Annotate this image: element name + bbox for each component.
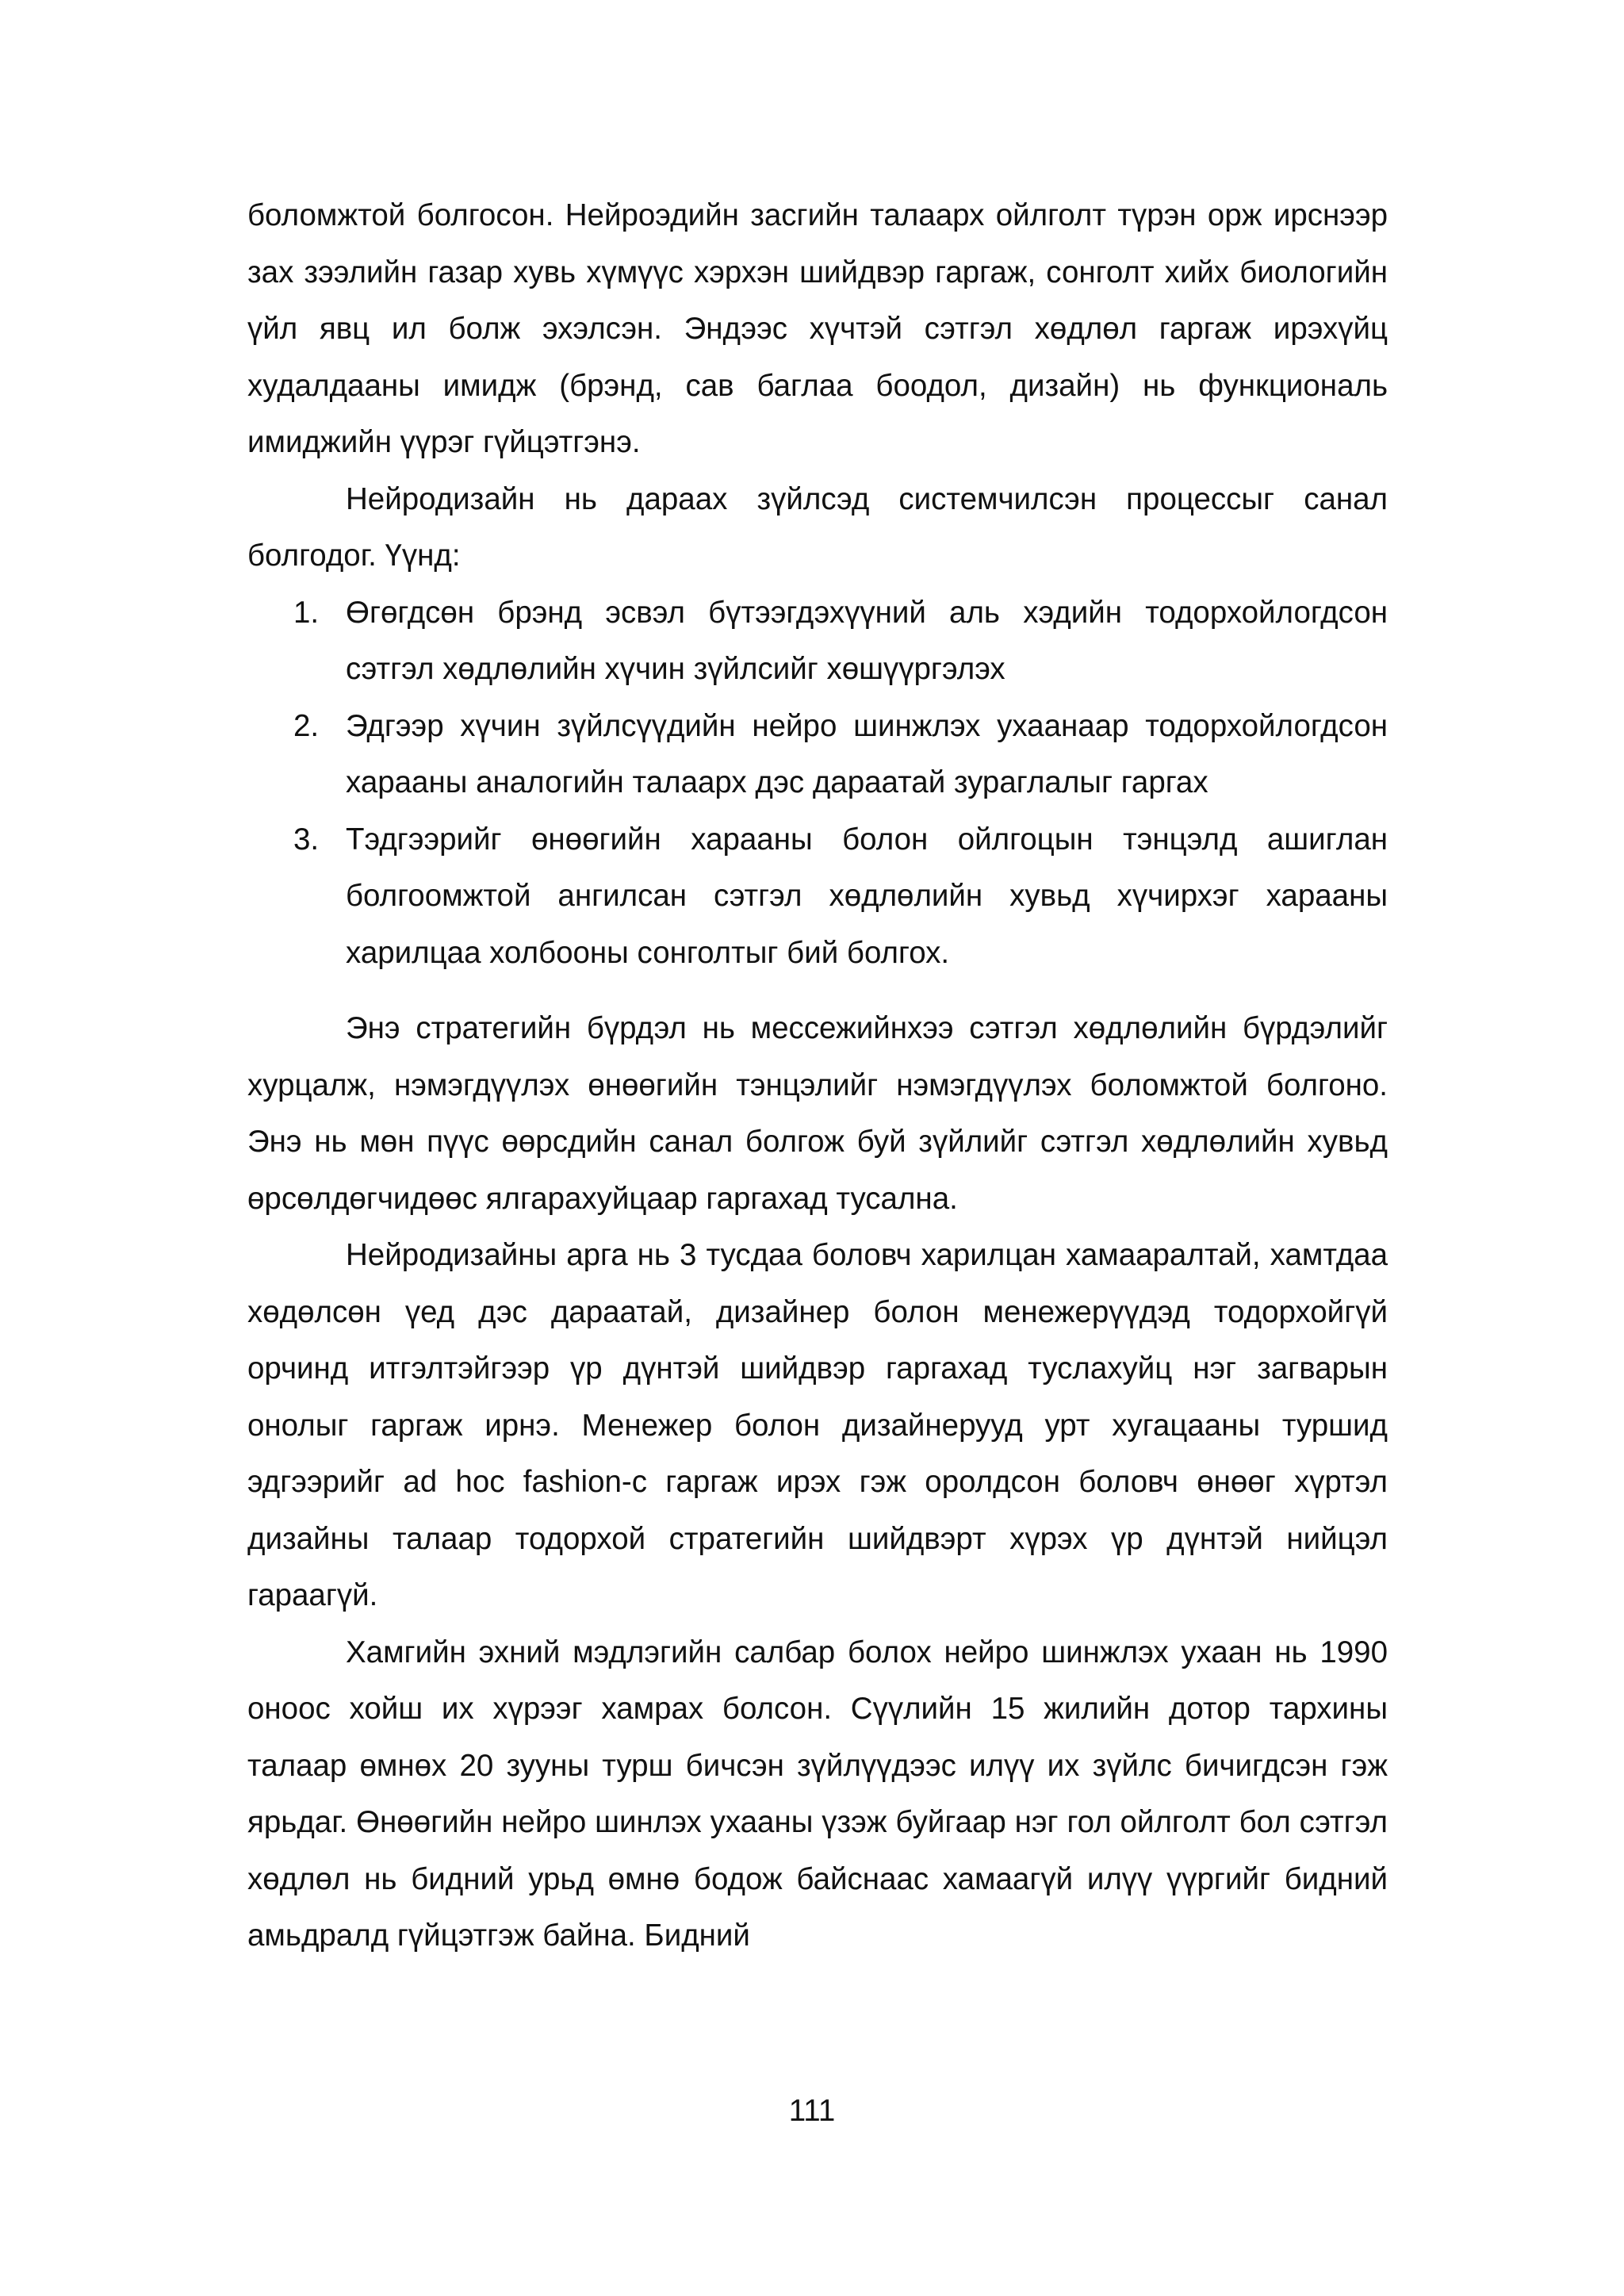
body-paragraph: Нейродизайны арга нь 3 тусдаа боловч харилцан хамааралтай, хамтдаа хөдөлсөн үед дэс дараатай, дизайнер болон менежерүүдэд тодорхойгүй орчинд итгэлтэйгээр үр дүнтэй шийдвэр гаргахад туслахуйц нэг загварын онолыг гаргаж ирнэ. Менежер болон дизайнерууд урт хугацааны туршид эдгээрийг ad hoc fashion-с гаргаж ирэх гэж оролдсон боловч өнөөг хүртэл дизайны талаар тодорхой стратегийн шийдвэрт хүрэх үр дүнтэй нийцэл гараагүй. (247, 1238, 1388, 1612)
list-item (247, 811, 1388, 982)
list-item-text: Тэдгээрийг өнөөгийн хараaны болон ойлгоцын тэнцэлд ашиглан болгоомжтой ангилсан сэтгэл хөдлөлийн хувьд хүчирхэг хараaны харилцаа холбооны сонголтыг бий болгох. (346, 822, 1388, 970)
list-item-text: Эдгээр хүчин зүйлсүүдийн нейро шинжлэх ухаанаар тодорхойлогдсон хараaны аналогийн талаарх дэс дараатай зураглалыг гаргах (346, 708, 1388, 799)
list-item (247, 585, 1388, 698)
list-item-text: Өгөгдсөн брэнд эсвэл бүтээгдэхүүний аль хэдийн тодорхойлогдсон сэтгэл хөдлөлийн хүчин зүйлсийг хөшүүргэлэх (346, 595, 1388, 686)
list-item-number: 2. (293, 708, 320, 743)
page-body (247, 187, 1388, 1964)
body-paragraph: боломжтой болгосон. Нейроэдийн засгийн талаарх ойлголт түрэн орж ирснээр зах зээлийн газар хувь хүмүүс хэрхэн шийдвэр гаргаж, сонголт хийх биологийн үйл явц ил болж эхэлсэн. Эндээс хүчтэй сэтгэл хөдлөл гаргаж ирэхүйц худалдааны имидж (брэнд, сав баглаа боодол, дизайн) нь функциональ имиджийн үүрэг гүйцэтгэнэ. (247, 198, 1388, 459)
list-item-number: 1. (293, 595, 320, 630)
body-paragraph: Нейродизайн нь дараах зүйлсэд системчилсэн процессыг санал болгодог. Үүнд: (247, 481, 1388, 573)
body-paragraph: Хамгийн эхний мэдлэгийн салбар болох нейро шинжлэх ухаан нь 1990 оноос хойш их хүрээг хамрах болсон. Сүүлийн 15 жилийн дотор тархины талаар өмнөх 20 зууны турш бичсэн зүйлүүдээс илүү их зүйлс бичигдсэн гэж ярьдаг. Өнөөгийн нейро шинлэх ухааны үзэж буйгаар нэг гол ойлголт бол сэтгэл хөдлөл нь бидний урьд өмнө бодож байснаас хамаагүй илүү үүргийг бидний амьдралд гүйцэтгэж байна. Бидний (247, 1635, 1388, 1953)
list-item-number: 3. (293, 822, 320, 857)
list-item (247, 698, 1388, 811)
body-paragraph: Энэ стратегийн бүрдэл нь мессежийнхээ сэтгэл хөдлөлийн бүрдэлийг хурцалж, нэмэгдүүлэх өнөөгийн тэнцэлийг нэмэгдүүлэх боломжтой болгоно. Энэ нь мөн пүүс өөрсдийн санал болгож буй зүйлийг сэтгэл хөдлөлийн хувьд өрсөлдөгчидөөс ялгарахуйцаар гаргахад тусална. (247, 1011, 1388, 1216)
page-number: 111 (788, 2094, 836, 2128)
numbered-list (247, 585, 1388, 982)
